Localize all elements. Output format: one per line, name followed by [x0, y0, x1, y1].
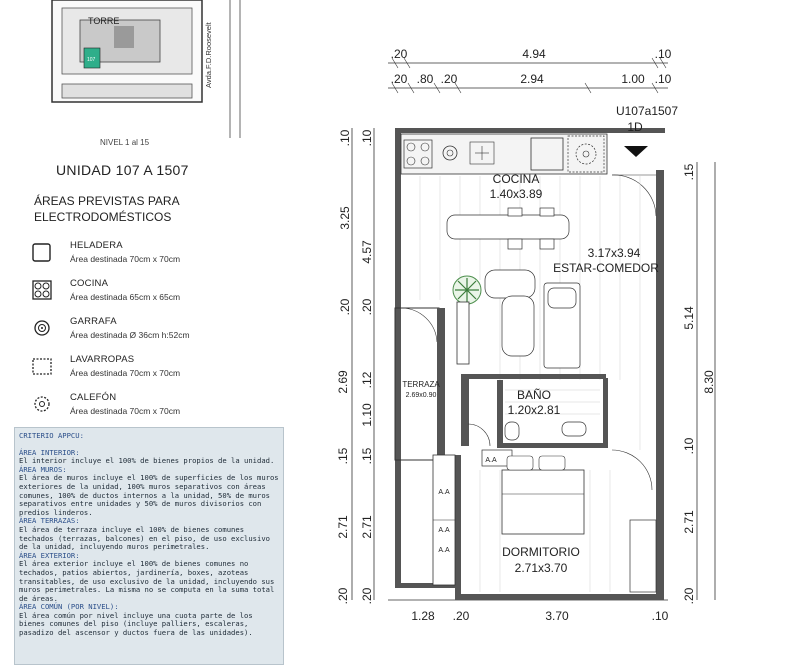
legend-desc: Área destinada Ø 36cm h:52cm — [70, 330, 190, 340]
legend-name: CALEFÓN — [70, 392, 117, 403]
appliance-tag: A.A — [438, 527, 450, 534]
dim-label: .15 — [682, 163, 696, 181]
room-name: ESTAR-COMEDOR — [553, 261, 659, 275]
unit-code: U107a1507 — [615, 104, 679, 118]
legend-desc: Área destinada 70cm x 70cm — [70, 368, 181, 378]
legend-name: LAVARROPAS — [70, 354, 135, 365]
dining-table — [447, 208, 569, 249]
dim-label: .20 — [440, 72, 458, 86]
dim-label: .20 — [390, 72, 408, 86]
dim-label: 4.57 — [360, 240, 374, 264]
dim-label: 3.25 — [338, 206, 352, 230]
nivel-label: NIVEL 1 al 15 — [100, 138, 150, 147]
bathroom-sink-icon — [562, 422, 586, 436]
legend-name: GARRAFA — [70, 316, 117, 327]
room-dims: 1.40x3.89 — [489, 187, 543, 201]
gas-cylinder-icon — [30, 316, 54, 340]
unit-title: UNIDAD 107 A 1507 — [56, 162, 189, 178]
bed — [502, 470, 584, 534]
appliance-tag: A.A — [438, 489, 450, 496]
dim-label: .10 — [654, 47, 672, 61]
dim-label: 1.00 — [621, 72, 645, 86]
dim-label: .20 — [360, 298, 374, 316]
unit-marker: 107 — [87, 57, 96, 63]
room-dims: 3.17x3.94 — [587, 246, 641, 260]
appliance-legend — [30, 238, 280, 428]
room-dims: 2.71x3.70 — [514, 561, 568, 575]
stove-icon — [30, 278, 54, 302]
entry-marker — [624, 146, 648, 157]
legend-name: COCINA — [70, 278, 109, 289]
criteria-text: El área común por nivel incluye una cuota parte de los bienes comunes del piso (incluye palliers, escaleras, pasadizo del ascensor y ductos fuera de las unidades). — [19, 610, 253, 638]
dim-label: .15 — [336, 447, 350, 465]
criteria-heading: ÁREA TERRAZAS: — [19, 516, 80, 526]
dim-label: 3.70 — [545, 609, 569, 623]
key-plan — [40, 0, 260, 140]
dim-label: .15 — [360, 447, 374, 465]
dim-label: .20 — [338, 298, 352, 316]
dim-label: 2.71 — [336, 515, 350, 539]
room-name: TERRAZA — [402, 380, 440, 389]
tv-unit — [457, 302, 469, 364]
criteria-heading: ÁREA INTERIOR: — [19, 447, 80, 457]
dim-label: .20 — [390, 47, 408, 61]
washer-icon — [30, 354, 54, 378]
dim-label: .10 — [682, 437, 696, 455]
appliance-tag: A.A — [438, 547, 450, 554]
legend-item-garrafa — [30, 314, 280, 352]
room-name: BAÑO — [516, 388, 552, 402]
unit-type: 1D — [627, 120, 643, 134]
dim-label: .10 — [654, 72, 672, 86]
legend-item-heladera — [30, 238, 280, 276]
dim-label: .20 — [452, 609, 470, 623]
room-name: DORMITORIO — [502, 545, 580, 559]
fridge-icon — [30, 240, 54, 264]
dim-label: .10 — [338, 129, 352, 147]
legend-item-lavarropas — [30, 352, 280, 390]
legend-item-calefon — [30, 390, 280, 428]
legend-desc: Área destinada 70cm x 70cm — [70, 254, 181, 264]
room-dims: 2.69x0.90 — [405, 392, 437, 399]
dim-label: 2.69 — [336, 370, 350, 394]
entry-door-swing — [612, 175, 656, 216]
legend-desc: Área destinada 65cm x 65cm — [70, 292, 181, 302]
legend-desc: Área destinada 70cm x 70cm — [70, 406, 181, 416]
dim-label: 2.71 — [360, 515, 374, 539]
room-name: COCINA — [492, 172, 540, 186]
plant-icon — [453, 276, 481, 304]
dim-label: 5.14 — [682, 306, 696, 330]
criteria-text: El interior incluye el 100% de bienes propios de la unidad. — [19, 456, 275, 466]
dim-label: 2.71 — [682, 510, 696, 534]
dim-label: .20 — [336, 587, 350, 605]
wardrobe — [630, 520, 656, 592]
legend-name: HELADERA — [70, 240, 123, 251]
criteria-heading: ÁREA MUROS: — [19, 464, 67, 474]
criteria-text: El área exterior incluye el 100% de bienes comunes no techados, patios abiertos, jardinería, boxes, azoteas transitables, de uso exclusivo de la unidad, incluyendo sus muros perimetrales. La misma no se computa en la suma total de áreas. — [19, 559, 275, 603]
criteria-text: El área de muros incluye el 100% de superficies de los muros exteriores de la unidad, 100% muros separativos con áreas comunes, 100% de ductos internos a la unidad, 50% de muros separativos entre unidades y 50% de muros divisorios con predios linderos. — [19, 473, 279, 517]
dim-label: .80 — [416, 72, 434, 86]
dim-label: .12 — [360, 371, 374, 389]
criteria-title: CRITERIO APPCU: — [19, 431, 84, 440]
floor-plan — [300, 0, 800, 665]
torre-label: TORRE — [88, 16, 120, 26]
criteria-heading: ÁREA COMÚN (POR NIVEL): — [19, 602, 119, 612]
areas-title: ÁREAS PREVISTAS PARA ELECTRODOMÉSTICOS — [34, 194, 179, 224]
dim-label: 4.94 — [522, 47, 546, 61]
dim-label: .10 — [360, 129, 374, 147]
water-heater-icon — [30, 392, 54, 416]
criteria-heading: ÁREA EXTERIOR: — [19, 550, 80, 560]
dim-label: .20 — [682, 587, 696, 605]
dim-label: .20 — [360, 587, 374, 605]
criteria-box — [14, 427, 284, 665]
dim-label: .10 — [651, 609, 669, 623]
toilet-icon — [505, 422, 519, 440]
dim-label: 1.10 — [360, 403, 374, 427]
appliance-tag: A.A — [485, 457, 497, 464]
street-label: Avda.F.D.Roosevelt — [204, 22, 213, 88]
dim-label: 1.28 — [411, 609, 435, 623]
kitchen-counter — [401, 134, 607, 174]
sofa — [485, 270, 580, 368]
room-dims: 1.20x2.81 — [507, 403, 561, 417]
dim-label: 8.30 — [702, 370, 716, 394]
legend-item-cocina — [30, 276, 280, 314]
criteria-text: El área de terraza incluye el 100% de bienes comunes techados (terrazas, balcones) en el piso, de uso exclusivo de la unidad, incluyendo muros perimetrales. — [19, 524, 270, 552]
dim-label: 2.94 — [520, 72, 544, 86]
